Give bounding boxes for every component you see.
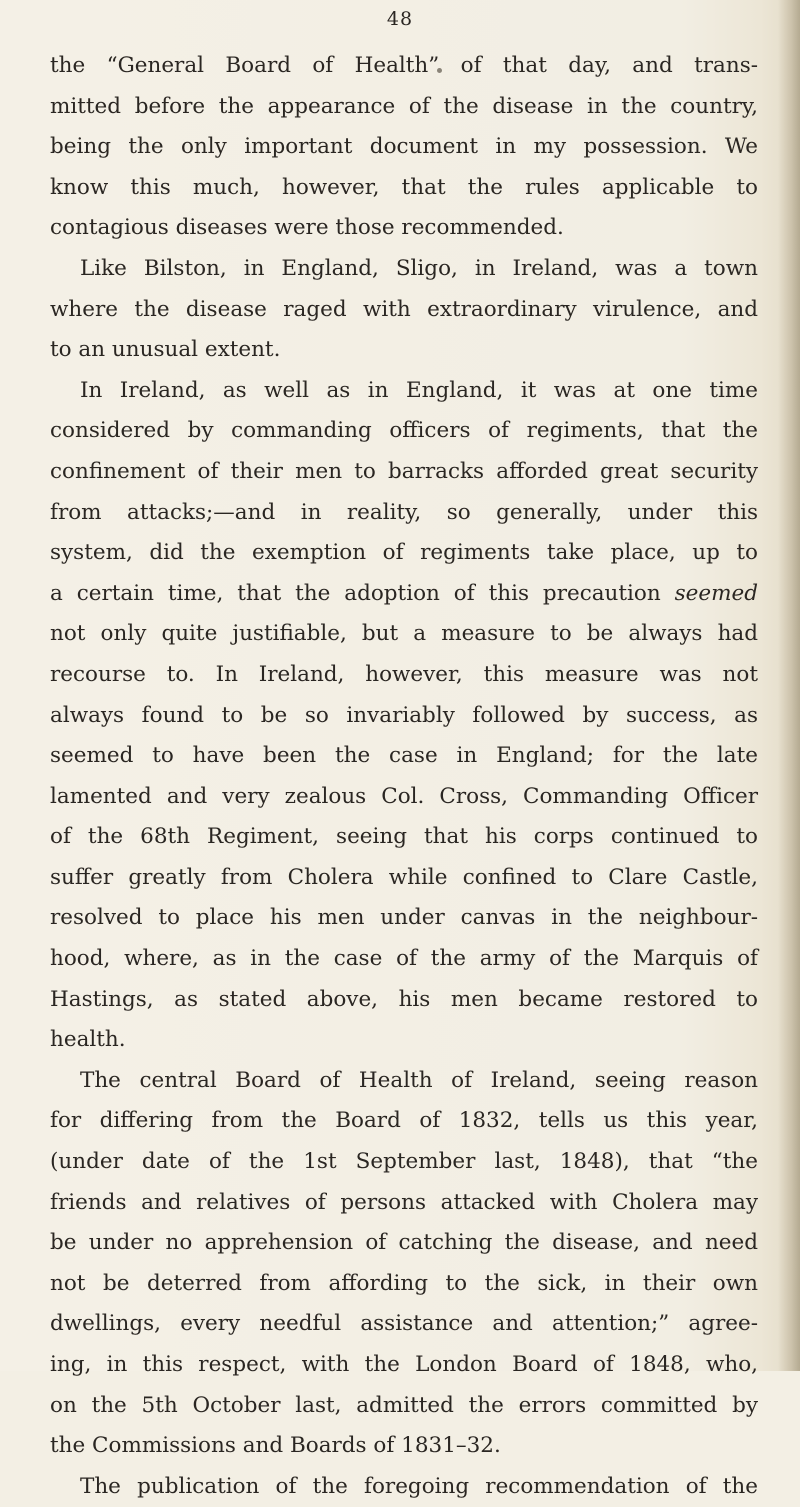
text-line: not be deterred from affording to the sick, in their own bbox=[50, 1270, 758, 1296]
text-line: on the 5th October last, admitted the errors committed by bbox=[50, 1392, 758, 1418]
italic-emphasis: seemed bbox=[674, 580, 758, 606]
text-line: the “General Board of Health” of that day, and trans- bbox=[50, 53, 758, 78]
paragraph-start-line: In Ireland, as well as in England, it was at one time bbox=[80, 377, 758, 403]
text-line: hood, where, as in the case of the army of the Marquis of bbox=[50, 946, 758, 972]
text-line: always found to be so invariably followed by success, as bbox=[50, 702, 758, 728]
text-line: contagious diseases were those recommended. bbox=[50, 215, 564, 241]
text-line: for differing from the Board of 1832, tells us this year, bbox=[50, 1108, 758, 1134]
page-edge-shadow bbox=[778, 0, 800, 1371]
text-line: mitted before the appearance of the disease in the country, bbox=[50, 93, 758, 119]
paragraph-start-line: The central Board of Health of Ireland, seeing reason bbox=[80, 1067, 758, 1093]
text-line: health. bbox=[50, 1027, 126, 1053]
text-line: from attacks;—and in reality, so generally, under this bbox=[50, 499, 758, 525]
text-line: suffer greatly from Cholera while confined to Clare Castle, bbox=[50, 864, 758, 890]
text-line: recourse to. In Ireland, however, this measure was not bbox=[50, 661, 758, 687]
text-line: where the disease raged with extraordinary virulence, and bbox=[50, 296, 758, 322]
text-line: seemed to have been the case in England; for the late bbox=[50, 743, 758, 769]
text-line: considered by commanding officers of regiments, that the bbox=[50, 418, 758, 444]
text-line: a certain time, that the adoption of this precaution seemed bbox=[50, 580, 758, 606]
text-line: confinement of their men to barracks afforded great security bbox=[50, 458, 758, 484]
page-number: 48 bbox=[386, 8, 414, 30]
text-line: dwellings, every needful assistance and attention;” agree- bbox=[50, 1311, 758, 1337]
text-line: system, did the exemption of regiments take place, up to bbox=[50, 540, 758, 566]
body-text bbox=[50, 46, 758, 1507]
text-line: (under date of the 1st September last, 1848), that “the bbox=[50, 1149, 758, 1175]
paragraph-start-line: Like Bilston, in England, Sligo, in Ireland, was a town bbox=[80, 255, 758, 281]
text-line: the Commissions and Boards of 1831–32. bbox=[50, 1433, 501, 1459]
text-line: of the 68th Regiment, seeing that his corps continued to bbox=[50, 824, 758, 850]
text-line: to an unusual extent. bbox=[50, 337, 281, 363]
text-line: know this much, however, that the rules applicable to bbox=[50, 174, 758, 200]
text-line: Hastings, as stated above, his men became restored to bbox=[50, 986, 758, 1012]
text-line: not only quite justifiable, but a measure to be always had bbox=[50, 621, 758, 647]
text-line: lamented and very zealous Col. Cross, Commanding Officer bbox=[50, 783, 758, 809]
text-line: ing, in this respect, with the London Board of 1848, who, bbox=[50, 1352, 758, 1377]
text-line: being the only important document in my possession. We bbox=[50, 134, 758, 160]
text-line: be under no apprehension of catching the disease, and need bbox=[50, 1230, 758, 1256]
paragraph-start-line: The publication of the foregoing recommendation of the bbox=[80, 1473, 758, 1499]
text-line: friends and relatives of persons attacked with Cholera may bbox=[50, 1189, 758, 1215]
text-line: resolved to place his men under canvas in the neighbour- bbox=[50, 905, 758, 931]
